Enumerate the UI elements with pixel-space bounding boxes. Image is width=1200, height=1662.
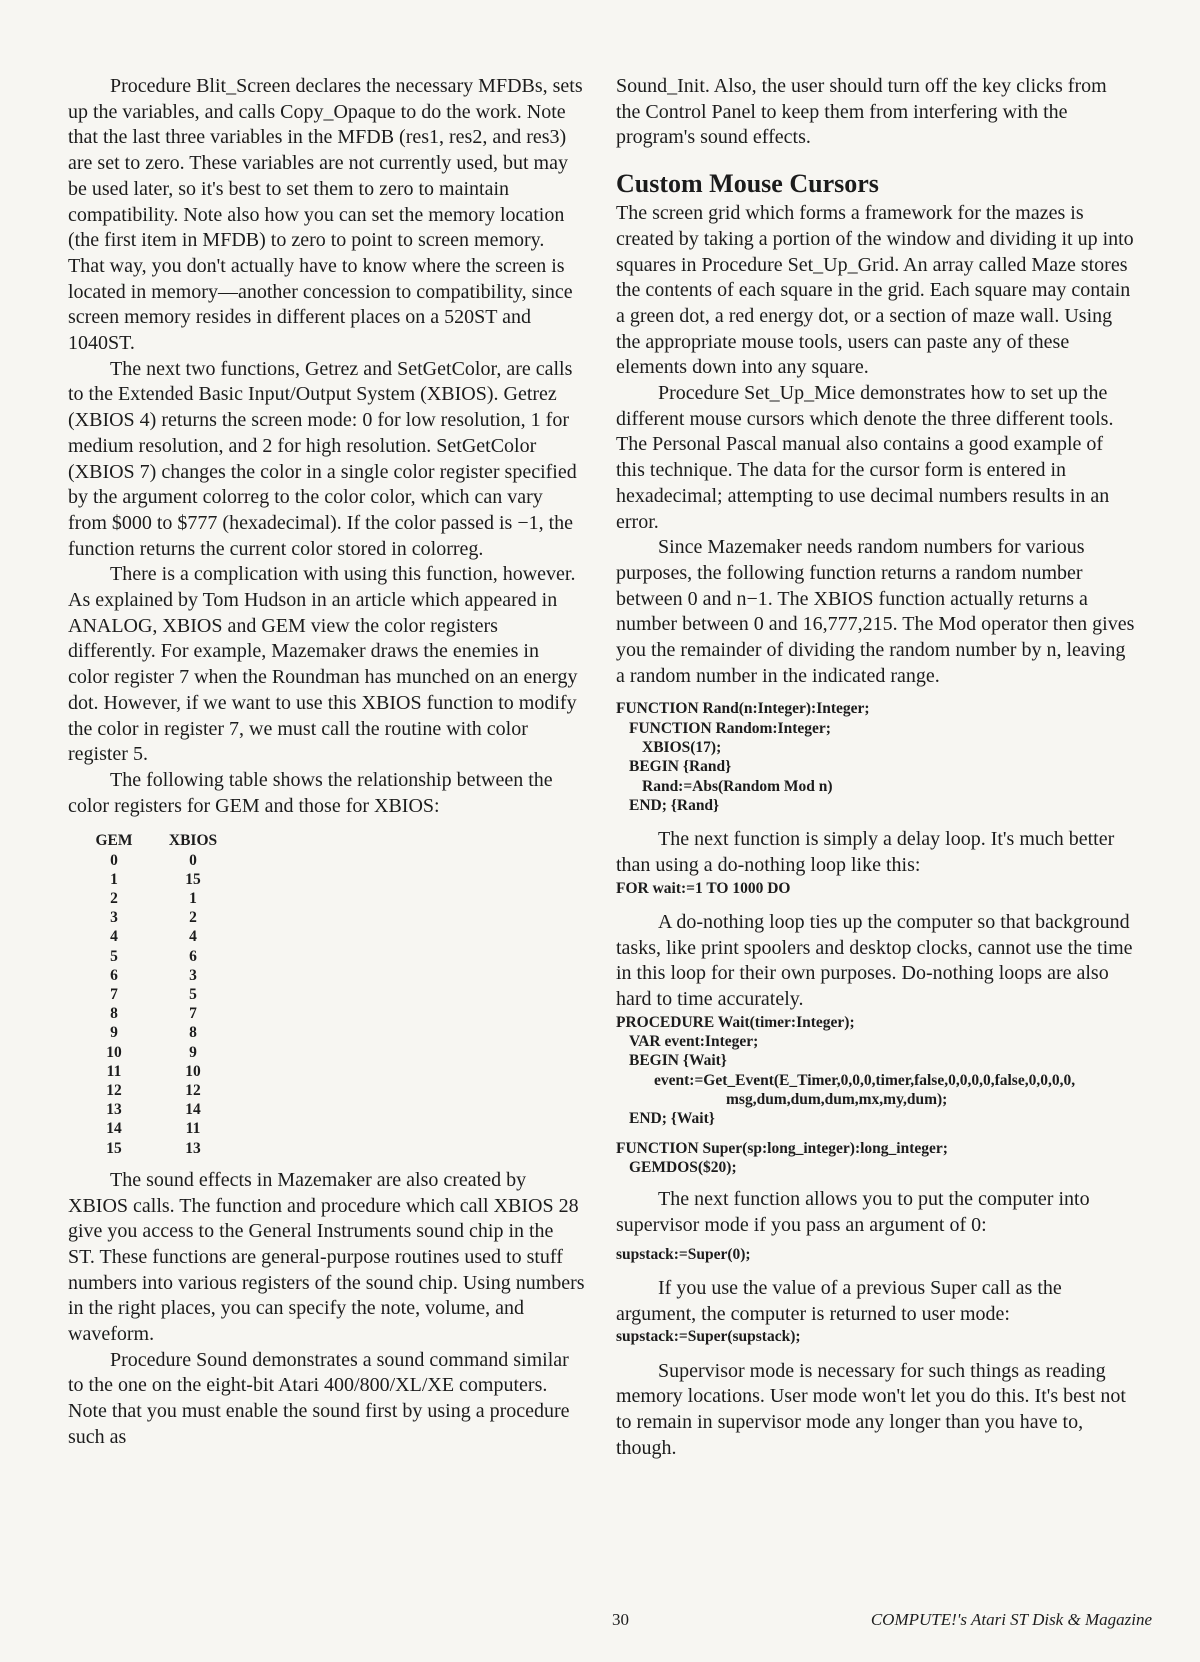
gem-register-cell: 15 [106,1139,122,1157]
xbios-register-cell: 7 [189,1005,197,1023]
gem-register-cell: 6 [110,966,118,984]
code-line: BEGIN {Rand} [629,758,732,776]
table-row [90,1004,248,1023]
table-header-row [90,831,248,850]
xbios-register-cell: 6 [189,947,197,965]
section-heading: Custom Mouse Cursors [616,169,879,199]
gem-register-cell: 2 [110,890,118,907]
paragraph: Sound_Init. Also, the user should turn off the key clicks from the Control Panel to keep them from interfering with the program's sound effects. [616,75,1107,149]
xbios-register-cell: 3 [189,966,197,984]
code-block-wait [616,1013,1136,1129]
table-row [90,889,248,908]
color-register-table [90,831,248,1157]
code-line: GEMDOS($20); [629,1158,737,1176]
xbios-register-cell: 15 [185,870,201,888]
table-body [90,851,248,1158]
table-row [90,1043,248,1062]
gem-register-cell: 3 [110,909,118,927]
xbios-register-cell: 13 [185,1139,201,1157]
code-line: msg,dum,dum,dum,mx,my,dum); [726,1090,948,1108]
code-block-for-loop [616,879,1136,898]
gem-register-cell: 9 [110,1024,118,1042]
code-block-supstack-restore [616,1327,1136,1346]
paragraph: The screen grid which forms a framework for the mazes is created by taking a portion of the window and dividing it up into squares in Procedure Set_Up_Grid. An array called Maze stores the contents of each square in the grid. Each square may contain a green dot, a red energy dot, or a section of maze wall. Using the appropriate mouse tools, users can paste any of these elements down into any square. [616,202,1134,379]
paragraph: The following table shows the relationship between the color registers for GEM and those for XBIOS: [68,768,553,817]
table-row [90,966,248,985]
paragraph: A do-nothing loop ties up the computer so that background tasks, like print spoolers and desktop clocks, cannot use the time in this loop for their own purposes. Do-nothing loops are also hard to time accurately. [616,910,1133,1011]
code-line: BEGIN {Wait} [629,1052,727,1070]
table-row [90,1139,248,1158]
code-block-supstack [616,1245,1136,1264]
gem-register-cell: 5 [110,947,118,965]
gem-register-cell: 12 [106,1082,122,1100]
gem-register-cell: 13 [106,1101,122,1119]
paragraph: Since Mazemaker needs random numbers for various purposes, the following function returns a random number between 0 and n−1. The XBIOS function actually returns a number between 0 and 16,777,215. The Mod operator then gives you the remainder of dividing the random number by n, leaving a random number in the indicated range. [616,536,1135,687]
code-line: XBIOS(17); [642,739,722,757]
code-line: END; {Rand} [629,796,720,814]
paragraph: The next two functions, Getrez and SetGetColor, are calls to the Extended Basic Input/Output System (XBIOS). Getrez (XBIOS 4) returns the screen mode: 0 for low resolution, 1 for medium resolution, and 2 for high resolution. SetGetColor (XBIOS 7) changes the color in a single color register specified by the argument colorreg to the color color, which can vary from $000 to $777 (hexadecimal). If the color passed is −1, the function returns the current color stored in colorreg. [68,357,577,560]
gem-register-cell: 11 [106,1062,122,1080]
xbios-register-cell: 2 [189,909,197,927]
xbios-register-cell: 1 [189,890,197,907]
gem-register-cell: 0 [110,851,118,869]
xbios-register-cell: 4 [189,928,197,946]
gem-register-cell: 7 [110,986,118,1004]
code-line: event:=Get_Event(E_Timer,0,0,0,timer,false,0,0,0,0,false,0,0,0,0, [654,1071,1076,1089]
table-row [90,1119,248,1138]
code-line: supstack:=Super(supstack); [616,1328,801,1346]
paragraph: If you use the value of a previous Super call as the argument, the computer is returned to user mode: [616,1276,1062,1325]
paragraph: Procedure Blit_Screen declares the necessary MFDBs, sets up the variables, and calls Copy_Opaque to do the work. Note that the last three variables in the MFDB (res1, res2, and res3) are set to zero. These variables are not currently used, but may be used later, so it's best to set them to zero to maintain compatibility. Note also how you can set the memory location (the first item in MFDB) to zero to point to screen memory. That way, you don't actually have to know where the screen is located in memory—another concession to compatibility, since screen memory resides in different places on a 520ST and 1040ST. [68,75,583,355]
gem-register-cell: 10 [106,1043,122,1061]
paragraph: The next function allows you to put the computer into supervisor mode if you pass an argument of 0: [616,1188,1090,1236]
paragraph: Supervisor mode is necessary for such things as reading memory locations. User mode won't let you do this. It's best not to remain in supervisor mode any longer than you have to, though. [616,1359,1126,1459]
right-column [616,74,1136,1461]
table-row [90,1100,248,1119]
code-line: FOR wait:=1 TO 1000 DO [616,879,791,897]
paragraph: Procedure Set_Up_Mice demonstrates how to set up the different mouse cursors which denote the three different tools. The Personal Pascal manual also contains a good example of this technique. The data for the cursor form is entered in hexadecimal; attempting to use decimal numbers results in an error. [616,382,1114,533]
table-header-xbios: XBIOS [168,832,218,850]
gem-register-cell: 1 [110,870,118,888]
code-block-rand [616,699,1136,815]
xbios-register-cell: 10 [185,1062,201,1080]
table-row [90,870,248,889]
table-row [90,908,248,927]
code-line: END; {Wait} [629,1110,715,1128]
xbios-register-cell: 8 [189,1024,197,1042]
xbios-register-cell: 11 [185,1120,201,1138]
code-line: FUNCTION Random:Integer; [629,719,831,737]
gem-register-cell: 4 [110,928,118,946]
code-line: supstack:=Super(0); [616,1245,751,1263]
code-line: FUNCTION Super(sp:long_integer):long_integer; [616,1139,948,1157]
gem-register-cell: 8 [110,1005,118,1023]
table-row [90,1081,248,1100]
xbios-register-cell: 5 [189,986,197,1004]
paragraph: Procedure Sound demonstrates a sound command similar to the one on the eight-bit Atari 400/800/XL/XE computers. Note that you must enable the sound first by using a procedure such as [68,1348,570,1448]
table-row [90,1062,248,1081]
code-line: VAR event:Integer; [629,1033,759,1051]
xbios-register-cell: 12 [185,1082,201,1100]
code-line: PROCEDURE Wait(timer:Integer); [616,1013,855,1031]
code-block-super [616,1139,1136,1178]
page-number: 30 [612,1610,629,1629]
left-column [68,74,585,1451]
table-row [90,1023,248,1042]
table-row [90,947,248,966]
code-line: Rand:=Abs(Random Mod n) [642,777,833,795]
xbios-register-cell: 0 [189,851,197,869]
table-row [90,985,248,1004]
code-line: FUNCTION Rand(n:Integer):Integer; [616,700,870,718]
magazine-title: COMPUTE!'s Atari ST Disk & Magazine [870,1610,1152,1629]
paragraph: The next function is simply a delay loop. It's much better than using a do-nothing loop like this: [616,828,1115,876]
table-row [90,851,248,870]
gem-register-cell: 14 [106,1120,122,1138]
table-header-gem: GEM [95,832,133,850]
paragraph: There is a complication with using this function, however. As explained by Tom Hudson in an article which appeared in ANALOG, XBIOS and GEM view the color registers differently. For example, Mazemaker draws the enemies in color register 7 when the Roundman has munched on an energy dot. However, if we want to use this XBIOS function to modify the color in register 7, we must call the routine with color register 5. [68,563,578,766]
xbios-register-cell: 14 [185,1101,201,1119]
xbios-register-cell: 9 [189,1043,197,1061]
paragraph: The sound effects in Mazemaker are also created by XBIOS calls. The function and procedure which call XBIOS 28 give you access to the General Instruments sound chip in the ST. These functions are general-purpose routines used to stuff numbers into various registers of the sound chip. Using numbers in the right places, you can specify the note, volume, and waveform. [68,1168,585,1346]
table-row [90,927,248,946]
page-footer [0,1610,1200,1640]
